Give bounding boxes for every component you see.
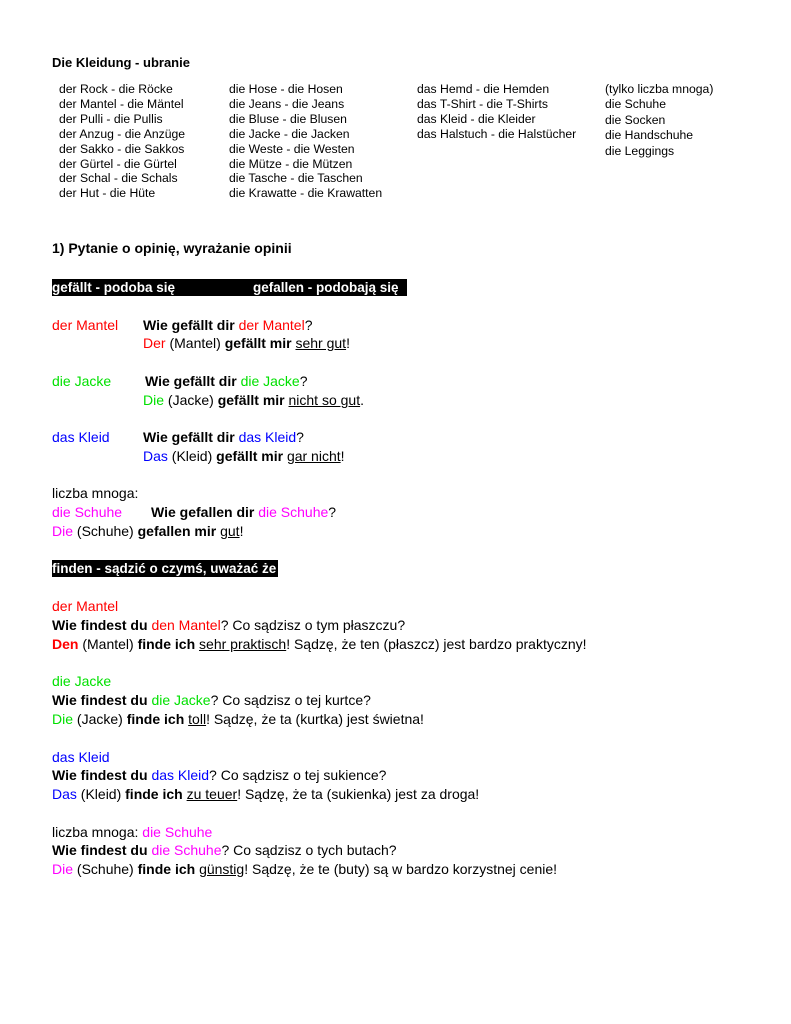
vocab-item: die Jacke - die Jacken <box>229 126 350 141</box>
vocab-column-das <box>417 82 576 142</box>
vocab-item: die Schuhe <box>605 97 666 112</box>
vocab-item: die Hose - die Hosen <box>229 82 343 96</box>
example-label: das Kleid <box>52 429 110 445</box>
answer-line: Die (Schuhe) gefallen mir gut! <box>52 523 244 539</box>
question-line: Wie findest du das Kleid? Co sądzisz o tej sukience? <box>52 767 387 783</box>
example-label: der Mantel <box>52 598 119 614</box>
vocab-item: der Rock - die Röcke <box>59 82 173 96</box>
example-label: der Mantel <box>52 317 119 333</box>
vocab-item: die Mütze - die Mützen <box>229 156 353 171</box>
vocab-item: die Krawatte - die Krawatten <box>229 186 383 201</box>
vocab-item: die Leggings <box>605 143 675 158</box>
vocab-item: der Gürtel - die Gürtel <box>59 156 177 171</box>
plural-intro: liczba mnoga: <box>52 485 139 501</box>
grammar-bar-gefallen <box>52 279 407 296</box>
vocab-item: der Mantel - die Mäntel <box>59 96 184 111</box>
question-line: Wie gefällt dir das Kleid? <box>143 429 304 445</box>
answer-line: Die (Jacke) finde ich toll! Sądzę, że ta (kurtka) jest świetna! <box>52 711 424 727</box>
vocab-item: das Halstuch - die Halstücher <box>417 126 577 141</box>
vocab-item: die Bluse - die Blusen <box>229 111 347 126</box>
question-line: Wie findest du den Mantel? Co sądzisz o tym płaszczu? <box>52 617 406 633</box>
grammar-bar-finden: finden - sądzić o czymś, uważać że <box>52 561 277 576</box>
answer-line: Den (Mantel) finde ich sehr praktisch! Sądzę, że ten (płaszcz) jest bardzo praktyczny! <box>52 636 587 652</box>
vocab-item: der Pulli - die Pullis <box>59 111 163 126</box>
example-label: die Jacke <box>52 673 112 689</box>
page-title: Die Kleidung - ubranie <box>52 55 190 70</box>
vocab-item: das Kleid - die Kleider <box>417 111 536 126</box>
vocab-item: die Handschuhe <box>605 128 694 143</box>
answer-line: Das (Kleid) gefällt mir gar nicht! <box>143 448 345 464</box>
vocab-column-die <box>229 82 382 201</box>
vocab-item: die Tasche - die Taschen <box>229 171 363 186</box>
vocab-item: das T-Shirt - die T-Shirts <box>417 96 548 111</box>
question-line: Wie findest du die Jacke? Co sądzisz o tej kurtce? <box>52 692 371 708</box>
vocab-item: die Weste - die Westen <box>229 141 355 156</box>
vocab-item: die Socken <box>605 112 666 127</box>
vocab-item: der Hut - die Hüte <box>59 186 156 201</box>
section-heading: 1) Pytanie o opinię, wyrażanie opinii <box>52 240 292 256</box>
example-label: die Jacke <box>52 373 112 389</box>
question-line: Wie gefallen dir die Schuhe? <box>151 504 337 520</box>
vocab-item: das Hemd - die Hemden <box>417 82 550 96</box>
question-line: Wie gefällt dir die Jacke? <box>145 373 308 389</box>
vocab-item: (tylko liczba mnoga) <box>605 82 714 96</box>
example-label: die Schuhe <box>52 504 123 520</box>
vocab-item: der Anzug - die Anzüge <box>59 126 186 141</box>
answer-line: Die (Schuhe) finde ich günstig! Sądzę, że te (buty) są w bardzo korzystnej cenie! <box>52 861 558 877</box>
plural-intro: liczba mnoga: die Schuhe <box>52 824 213 840</box>
question-line: Wie gefällt dir der Mantel? <box>143 317 313 333</box>
vocab-item: der Schal - die Schals <box>59 171 178 186</box>
vocab-column-plural <box>605 82 713 159</box>
answer-line: Der (Mantel) gefällt mir sehr gut! <box>143 335 350 351</box>
answer-line: Die (Jacke) gefällt mir nicht so gut. <box>143 392 364 408</box>
question-line: Wie findest du die Schuhe? Co sądzisz o tych butach? <box>52 842 397 858</box>
vocab-item: der Sakko - die Sakkos <box>59 141 185 156</box>
bar-label-singular: gefällt - podoba się <box>52 280 176 295</box>
example-label: das Kleid <box>52 749 110 765</box>
vocab-item: die Jeans - die Jeans <box>229 96 345 111</box>
vocab-column-der <box>59 82 185 201</box>
bar-label-plural: gefallen - podobają się <box>253 280 399 295</box>
answer-line: Das (Kleid) finde ich zu teuer! Sądzę, że ta (sukienka) jest za droga! <box>52 786 480 802</box>
